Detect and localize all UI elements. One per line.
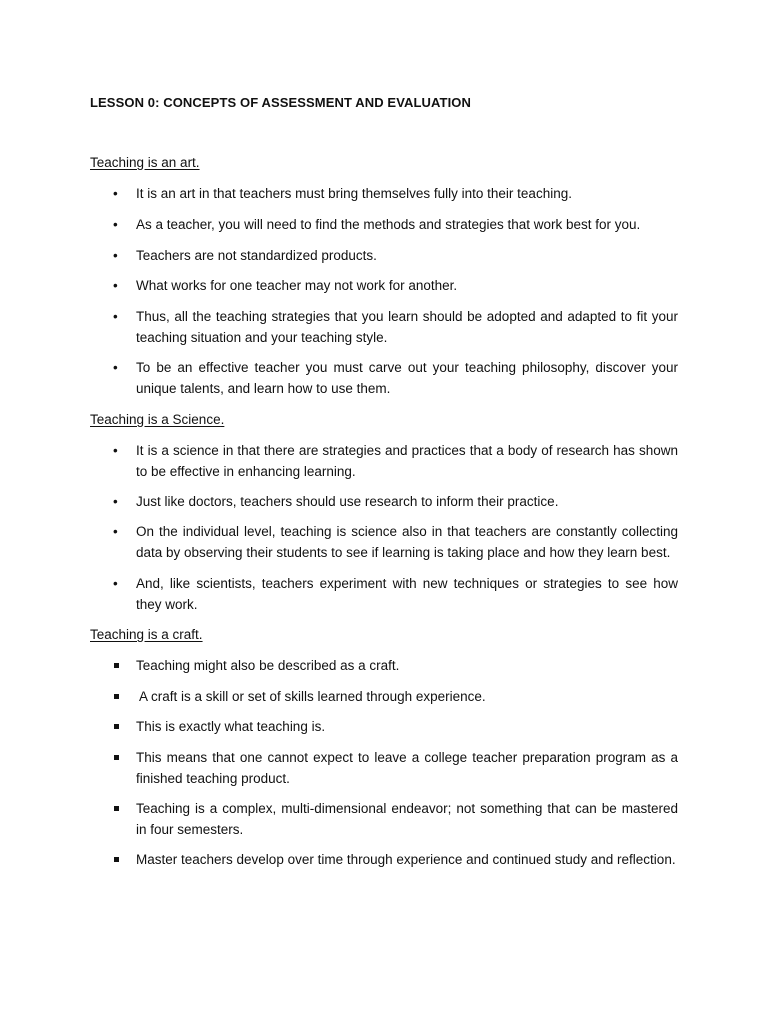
section-heading-science <box>90 412 224 427</box>
list-item: This is exactly what teaching is. <box>136 719 326 734</box>
bullet-icon: • <box>113 278 118 293</box>
lesson-title: LESSON 0: CONCEPTS OF ASSESSMENT AND EVALUATION <box>90 95 472 110</box>
list-item: Teaching is a complex, multi-dimensional endeavor; not something that can be mastered in four semesters. <box>136 801 678 837</box>
list-item: This means that one cannot expect to leave a college teacher preparation program as a finished teaching product. <box>136 750 678 786</box>
square-bullet-icon <box>114 663 119 668</box>
list-item: Teachers are not standardized products. <box>136 248 377 263</box>
bullet-icon: • <box>113 217 118 232</box>
section-heading-science-text: Teaching is a Science <box>90 412 221 427</box>
list-item: What works for one teacher may not work for another. <box>136 278 458 293</box>
list-item: As a teacher, you will need to find the methods and strategies that work best for you. <box>136 217 641 232</box>
list-item: Thus, all the teaching strategies that you learn should be adopted and adapted to fit your teaching situation and your teaching style. <box>136 309 678 345</box>
bullet-icon: • <box>113 309 118 324</box>
list-item: To be an effective teacher you must carve out your teaching philosophy, discover your unique talents, and learn how to use them. <box>136 360 678 396</box>
list-item: Teaching might also be described as a craft. <box>136 658 400 673</box>
bullet-icon: • <box>113 494 118 509</box>
list-item: Just like doctors, teachers should use research to inform their practice. <box>136 494 559 509</box>
section-heading-art: Teaching is an art. <box>90 155 200 170</box>
section-heading-craft: Teaching is a craft. <box>90 627 203 642</box>
list-item: It is an art in that teachers must bring themselves fully into their teaching. <box>136 186 572 201</box>
square-bullet-icon <box>114 755 119 760</box>
section-heading-science-period: . <box>220 412 225 427</box>
list-item: Master teachers develop over time through experience and continued study and reflection. <box>136 852 676 867</box>
bullet-icon: • <box>113 360 118 375</box>
list-item: And, like scientists, teachers experiment with new techniques or strategies to see how they work. <box>136 576 678 612</box>
list-item: It is a science in that there are strategies and practices that a body of research has shown to be effective in enhancing learning. <box>136 443 678 479</box>
bullet-icon: • <box>113 576 118 591</box>
bullet-icon: • <box>113 443 118 458</box>
bullet-icon: • <box>113 524 118 539</box>
square-bullet-icon <box>114 857 119 862</box>
bullet-icon: • <box>113 248 118 263</box>
square-bullet-icon <box>114 694 119 699</box>
list-item: A craft is a skill or set of skills learned through experience. <box>136 689 486 704</box>
square-bullet-icon <box>114 806 119 811</box>
square-bullet-icon <box>114 724 119 729</box>
list-item: On the individual level, teaching is science also in that teachers are constantly collecting data by observing their students to see if learning is taking place and how they learn best. <box>136 524 678 560</box>
bullet-icon: • <box>113 186 118 201</box>
